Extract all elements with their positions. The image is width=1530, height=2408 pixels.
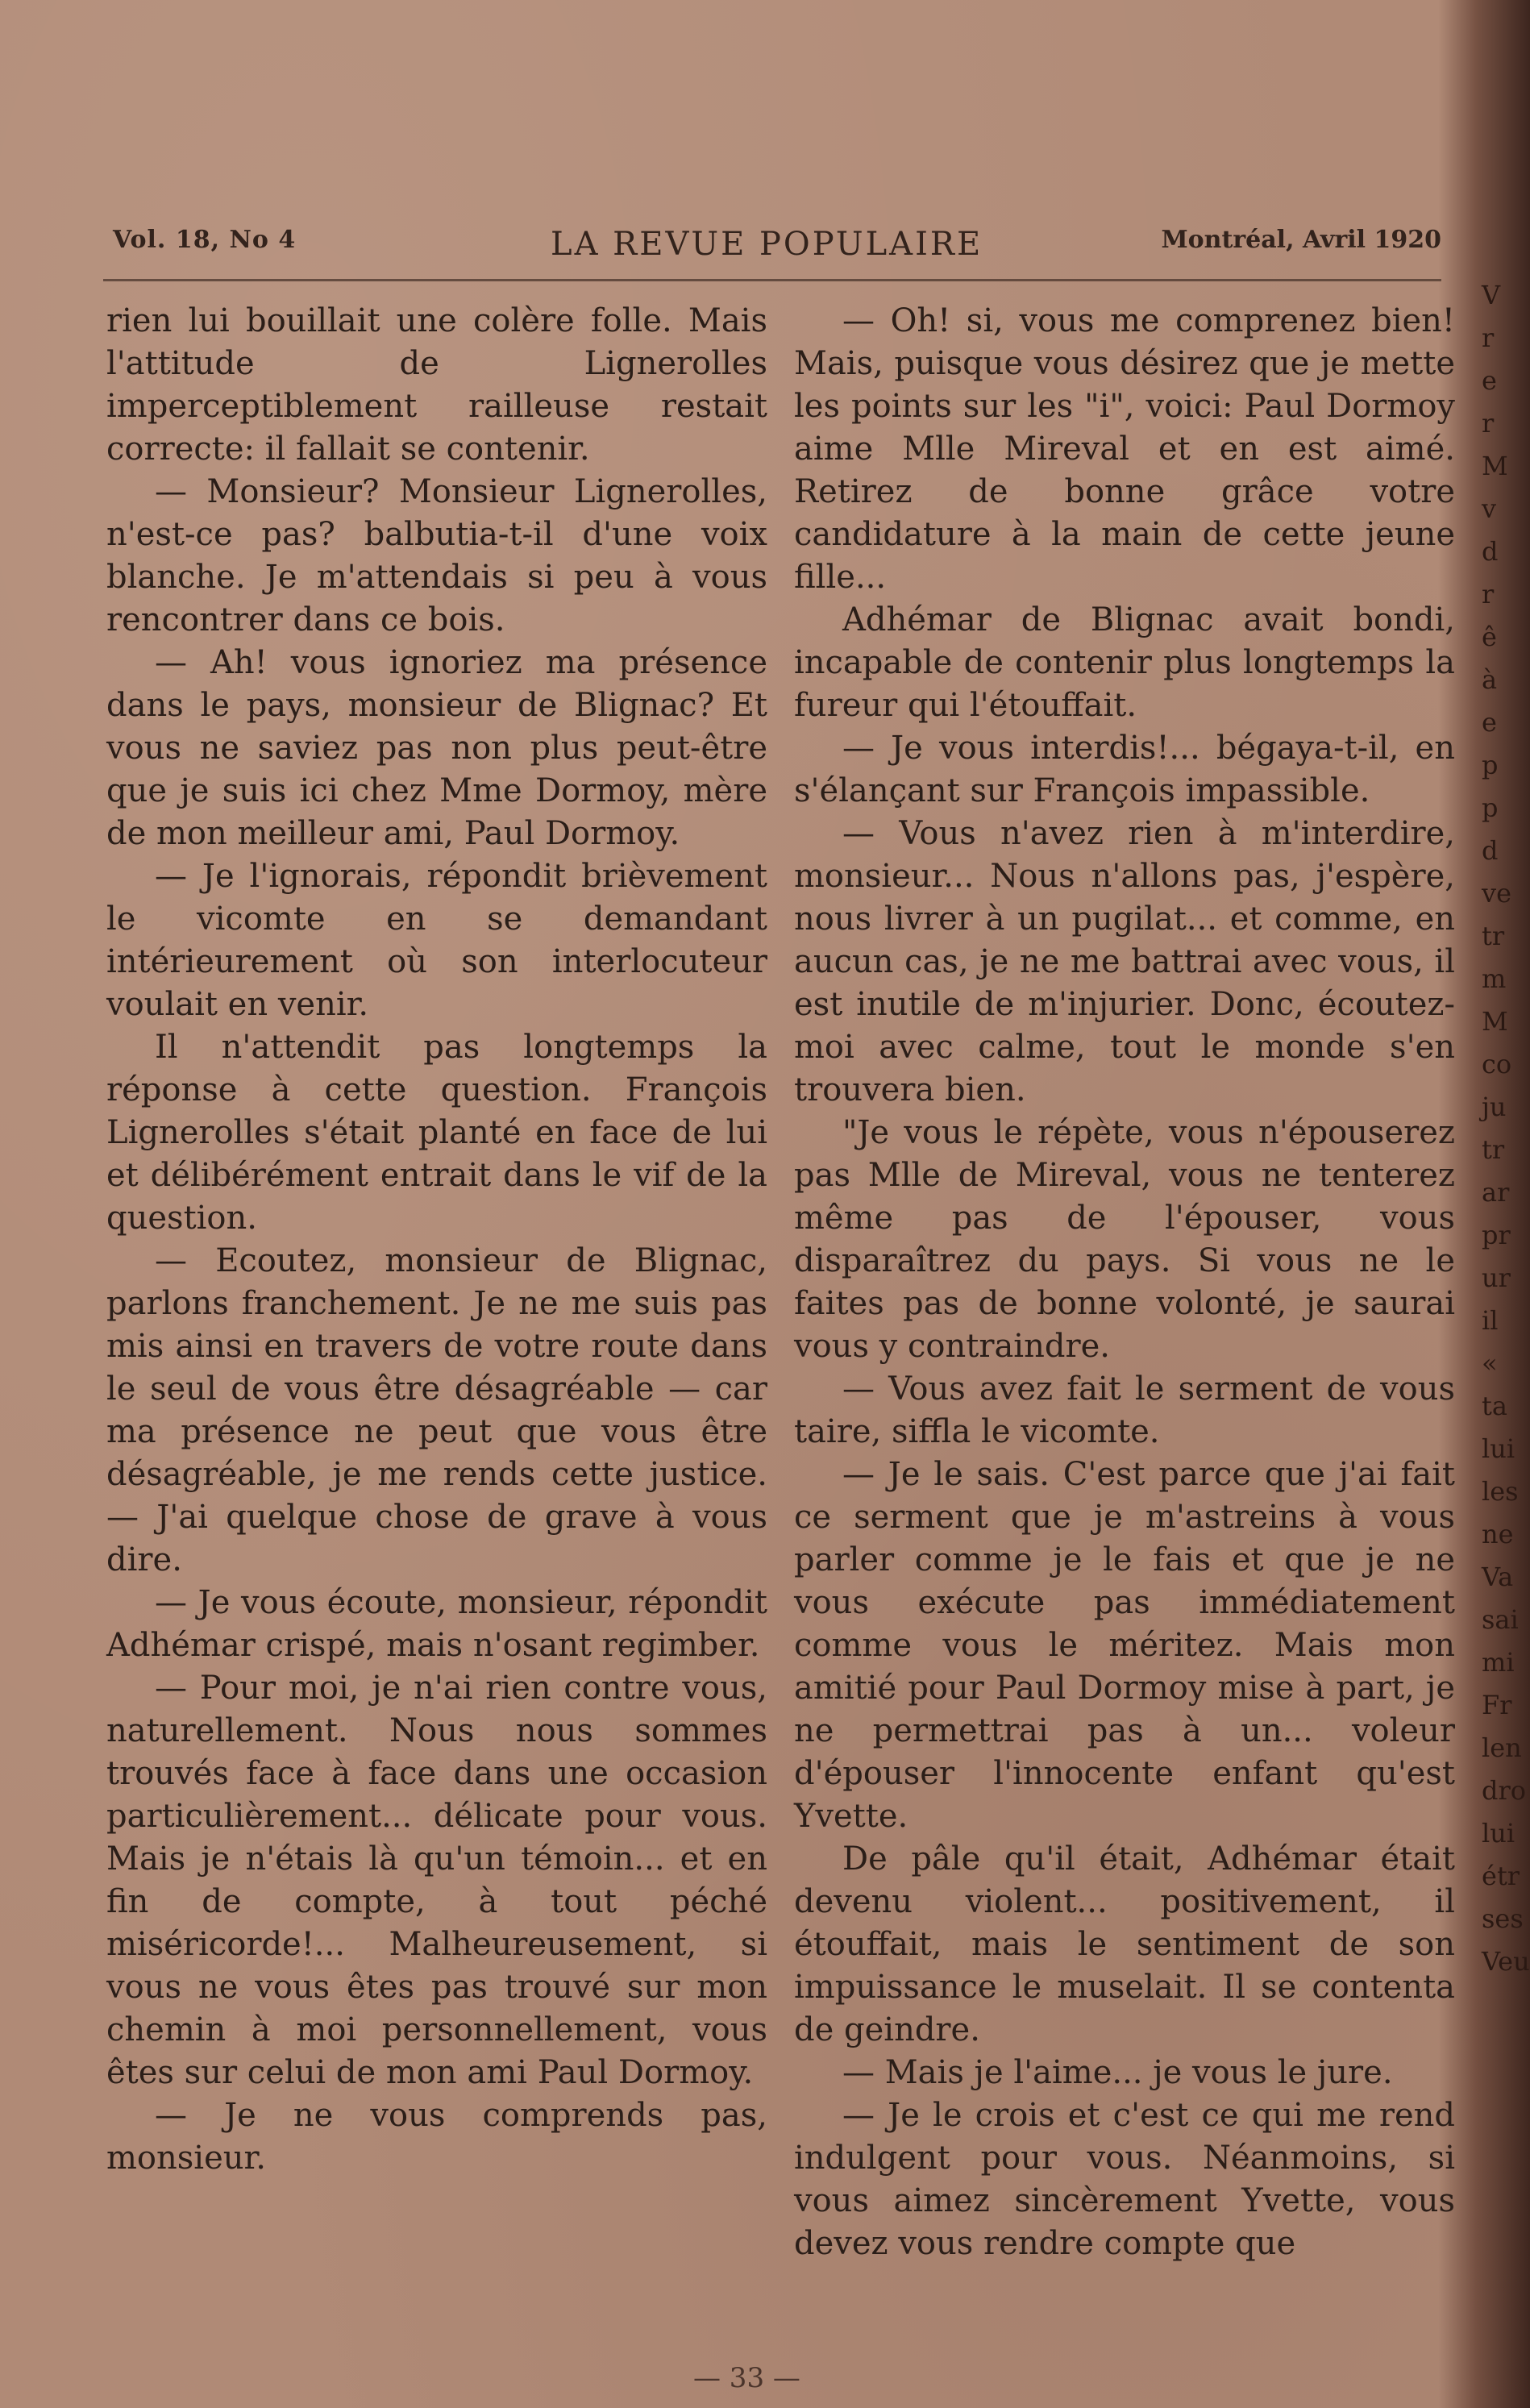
edge-fragment: ar [1482, 1177, 1510, 1208]
paragraph: — Je l'ignorais, répondit brièvement le vicomte en se demandant intérieurement où son interlocuteur voulait en venir. [106, 858, 767, 1023]
edge-fragment: v [1482, 493, 1497, 524]
edge-fragment: M [1482, 451, 1508, 481]
paragraph: — Vous n'avez rien à m'interdire, monsieur... Nous n'allons pas, j'espère, nous livrer à un pugilat... et comme, en aucun cas, je ne me battrai avec vous, il est inutile de m'injurier. Donc, écoutez-moi avec calme, tout le monde s'en trouvera bien. [794, 815, 1455, 1108]
edge-fragment: pr [1482, 1220, 1511, 1250]
paragraph: — Ecoutez, monsieur de Blignac, parlons franchement. Je ne me suis pas mis ainsi en travers de votre route dans le seul de vous être désagréable — car ma présence ne peut que vous être désagréable, je me rends cette justice. — J'ai quelque chose de grave à vous dire. [106, 1242, 767, 1578]
paragraph: — Mais je l'aime... je vous le jure. [842, 2054, 1393, 2091]
paragraph: De pâle qu'il était, Adhémar était devenu violent... positivement, il étouffait, mais le sentiment de son impuissance le muselait. Il se contenta de geindre. [794, 1840, 1455, 2048]
edge-fragment: dro [1482, 1775, 1527, 1806]
paragraph: — Je vous écoute, monsieur, répondit Adhémar crispé, mais n'osant regimber. [106, 1584, 767, 1664]
edge-fragment: co [1482, 1049, 1512, 1079]
edge-fragment: p [1482, 750, 1499, 780]
edge-fragment: ê [1482, 622, 1497, 652]
edge-fragment: « [1482, 1348, 1498, 1379]
paragraph: — Ah! vous ignoriez ma présence dans le pays, monsieur de Blignac? Et vous ne saviez pas non plus peut-être que je suis ici chez Mme Dormoy, mère de mon meilleur ami, Paul Dormoy. [106, 644, 767, 852]
edge-fragment: r [1482, 408, 1495, 439]
publication-title: LA REVUE POPULAIRE [551, 226, 983, 263]
edge-fragment: M [1482, 1006, 1508, 1037]
edge-fragment: à [1482, 664, 1498, 695]
edge-fragment: tr [1482, 921, 1505, 951]
edge-fragment: Fr [1482, 1690, 1512, 1720]
edge-fragment: Va [1482, 1562, 1514, 1592]
edge-fragment: r [1482, 322, 1495, 353]
edge-fragment: e [1482, 365, 1497, 396]
issue-number: Vol. 18, No 4 [113, 226, 297, 254]
paragraph: — Je le crois et c'est ce qui me rend indulgent pour vous. Néanmoins, si vous aimez sincèrement Yvette, vous devez vous rendre compte que [794, 2097, 1455, 2262]
edge-fragment: il [1482, 1305, 1499, 1336]
right-column [794, 300, 1455, 2265]
issue-date: Montréal, Avril 1920 [1161, 226, 1441, 254]
edge-fragment: ju [1482, 1092, 1507, 1122]
edge-fragment: d [1482, 835, 1499, 866]
edge-fragment: ve [1482, 878, 1512, 909]
edge-fragment: les [1482, 1476, 1519, 1507]
paragraph: rien lui bouillait une colère folle. Mais l'attitude de Lignerolles imperceptiblement railleuse restait correcte: il fallait se contenir. [106, 302, 767, 468]
paragraph: Adhémar de Blignac avait bondi, incapable de contenir plus longtemps la fureur qui l'étouffait. [794, 601, 1455, 724]
edge-fragment: p [1482, 792, 1499, 823]
edge-fragment: Veu [1482, 1946, 1530, 1977]
paragraph: — Je le sais. C'est parce que j'ai fait ce serment que je m'astreins à vous parler comme je le fais et que je ne vous exécute pas immédiatement comme vous le méritez. Mais mon amitié pour Paul Dormoy mise à part, je ne permettrai pas à un... voleur d'épouser l'innocente enfant qu'est Yvette. [794, 1456, 1455, 1835]
edge-fragment: sai [1482, 1604, 1519, 1635]
paragraph: Il n'attendit pas longtemps la réponse à cette question. François Lignerolles s'était planté en face de lui et délibérément entrait dans le vif de la question. [106, 1029, 767, 1237]
edge-fragment: ur [1482, 1262, 1511, 1293]
paragraph: "Je vous le répète, vous n'épouserez pas Mlle de Mireval, vous ne tenterez même pas de l'épouser, vous disparaîtrez du pays. Si vous ne le faites pas de bonne volonté, je saurai vous y contraindre. [794, 1114, 1455, 1365]
page-number: — 33 — [693, 2362, 800, 2394]
page-header [103, 219, 1441, 268]
edge-fragment: m [1482, 963, 1507, 994]
edge-fragment: étr [1482, 1861, 1520, 1891]
edge-fragment: tr [1482, 1134, 1505, 1165]
header-rule [103, 279, 1441, 281]
edge-fragment: r [1482, 579, 1495, 609]
edge-fragment: len [1482, 1732, 1522, 1763]
paragraph: — Je vous interdis!... bégaya-t-il, en s'élançant sur François impassible. [794, 730, 1455, 809]
edge-fragment: ne [1482, 1519, 1514, 1549]
adjacent-page-fragments [1482, 274, 1530, 1983]
edge-fragment: d [1482, 536, 1499, 567]
edge-fragment: lui [1482, 1818, 1515, 1849]
paragraph: — Oh! si, vous me comprenez bien! Mais, puisque vous désirez que je mette les points sur les "i", voici: Paul Dormoy aime Mlle Mireval et en est aimé. Retirez de bonne grâce votre candidature à la main de cette jeune fille... [794, 302, 1455, 596]
paragraph: — Monsieur? Monsieur Lignerolles, n'est-ce pas? balbutia-t-il d'une voix blanche. Je m'attendais si peu à vous rencontrer dans ce bois. [106, 473, 767, 638]
edge-fragment: ses [1482, 1903, 1524, 1934]
edge-fragment: lui [1482, 1433, 1515, 1464]
edge-fragment: V [1482, 280, 1501, 310]
paragraph: — Vous avez fait le serment de vous taire, siffla le vicomte. [794, 1370, 1455, 1450]
edge-fragment: ta [1482, 1391, 1507, 1421]
paragraph: — Je ne vous comprends pas, monsieur. [106, 2097, 767, 2177]
edge-fragment: mi [1482, 1647, 1515, 1678]
left-column [106, 300, 767, 2180]
paragraph: — Pour moi, je n'ai rien contre vous, naturellement. Nous nous sommes trouvés face à face dans une occasion particulièrement... délicate pour vous. Mais je n'étais là qu'un témoin... et en fin de compte, à tout péché miséricorde!... Malheureusement, si vous ne vous êtes pas trouvé sur mon chemin à moi personnellement, vous êtes sur celui de mon ami Paul Dormoy. [106, 1670, 767, 2091]
edge-fragment: e [1482, 707, 1497, 738]
